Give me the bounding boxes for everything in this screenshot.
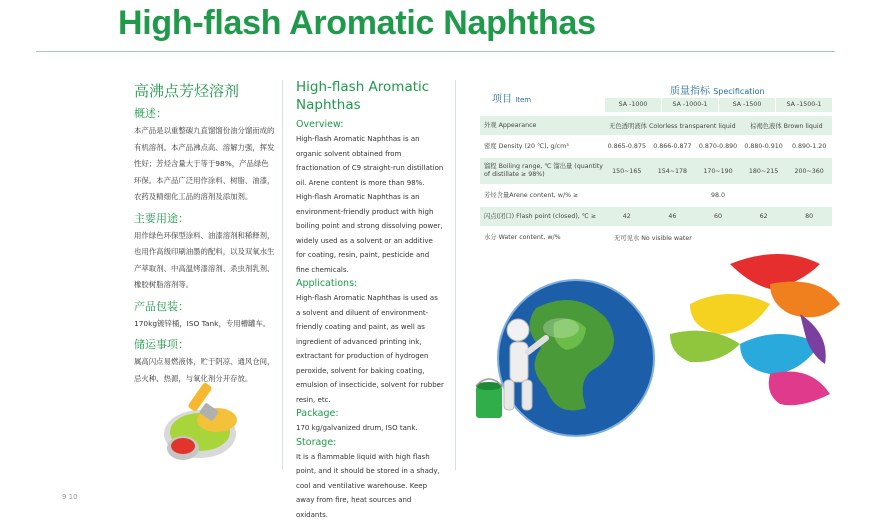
table-cell: 46	[650, 213, 696, 220]
en-section-title: High-flash Aromatic Naphthas	[296, 78, 444, 114]
title-divider	[36, 51, 835, 52]
appearance-brown: 棕褐色液体 Brown liquid	[741, 121, 832, 130]
en-package-heading: Package:	[296, 408, 444, 419]
cn-storage-heading: 储运事项：	[134, 336, 276, 352]
cn-uses-text: 用作绿色环保型涂料、油漆溶剂和稀释剂，也用作高级印刷油墨的配料，以及双氧水生产萃取剂、中高温烤漆溶剂、杀虫剂乳剂、橡胶树脂溶剂等。	[134, 228, 276, 294]
en-overview-heading: Overview:	[296, 119, 444, 130]
cn-package-heading: 产品包装：	[134, 298, 276, 314]
cn-uses-heading: 主要用途：	[134, 210, 276, 226]
item-header-cn: 项目	[492, 94, 512, 105]
table-row-appearance	[480, 116, 832, 135]
paint-can-illustration	[155, 376, 245, 466]
paint-splash-illustration	[670, 244, 845, 410]
table-cell: 60	[695, 213, 741, 220]
table-row-flash-point	[480, 207, 832, 226]
spec-header-title	[670, 82, 765, 97]
english-column	[296, 78, 444, 522]
column-divider	[282, 80, 283, 470]
chinese-column	[134, 80, 276, 387]
table-cell: 62	[741, 213, 787, 220]
table-cell: 0.880-0.910	[741, 143, 787, 150]
spec-header	[480, 82, 832, 114]
table-cell: 98.0	[604, 192, 832, 199]
page-title: High-flash Aromatic Naphthas	[118, 4, 596, 43]
grade-header: SA -1000	[604, 98, 661, 112]
grade-header: SA -1000-1	[661, 98, 718, 112]
table-cell: 150~165	[604, 168, 650, 175]
table-row-boiling	[480, 158, 832, 184]
row-label: 水分 Water content, w/%	[480, 234, 604, 242]
cn-storage-text: 属高闪点易燃液体，贮于阴凉、通风仓间，忌火种、热源，与氧化剂分开存放。	[134, 354, 276, 387]
row-label: 芳烃含量Arene content, w/% ≥	[480, 192, 604, 200]
spec-header-cn: 质量指标	[670, 86, 710, 97]
table-cell: 200~360	[786, 168, 832, 175]
row-label: 密度 Density (20 ℃), g/cm³	[480, 143, 604, 151]
en-storage-heading: Storage:	[296, 437, 444, 448]
row-label: 外观 Appearance	[480, 122, 604, 130]
globe-illustration	[466, 268, 646, 446]
cn-overview-text: 本产品是以重整碳九直馏馏份油分馏而成的有机溶剂。本产品沸点高、溶解力强，挥发性好；芳烃含量大于等于98%，产品绿色环保。本产品广泛用作涂料、树脂、油漆，农药及精细化工品的溶剂及添加剂。	[134, 123, 276, 206]
table-cell: 42	[604, 213, 650, 220]
specification-table	[480, 82, 832, 247]
cn-section-title: 高沸点芳烃溶剂	[134, 80, 276, 101]
table-row-arene	[480, 186, 832, 205]
table-row-density	[480, 137, 832, 156]
item-header	[492, 90, 531, 105]
en-applications-heading: Applications:	[296, 278, 444, 289]
cn-package-text: 170kg镀锌桶，ISO Tank，专用槽罐车。	[134, 316, 276, 333]
table-cell: 无可见水 No visible water	[604, 233, 832, 242]
en-storage-text: It is a flammable liquid with high flash point, and it should be stored in a shady, cool and ventilative warehouse. Keep away from fire, heat sources and oxidants.	[296, 450, 444, 522]
cn-overview-heading: 概述：	[134, 105, 276, 121]
en-package-text: 170 kg/galvanized drum, ISO tank.	[296, 421, 444, 436]
table-cell: 0.865-0.875	[604, 143, 650, 150]
item-header-en: Item	[515, 96, 531, 104]
page-number: 9 10	[62, 493, 78, 501]
row-label: 闪点(闭口) Flash point (closed), ℃ ≥	[480, 213, 604, 221]
table-cell: 180~215	[741, 168, 787, 175]
grade-header: SA -1500	[718, 98, 775, 112]
spec-header-en: Specification	[713, 87, 764, 96]
grade-headers	[604, 98, 832, 112]
en-applications-text: High-flash Aromatic Naphthas is used as a solvent and diluent of environment-friendly coating and paint, as well as ingredient of advanced printing ink, extractant for production of hydrogen peroxide, solvent for baking coating, emulsion of insecticide, solvent for rubber resin, etc.	[296, 291, 444, 407]
row-label: 馏程 Boiling range, ℃ 馏出量 (quantity of distillate ≥ 98%)	[480, 163, 604, 179]
column-divider	[455, 80, 456, 470]
grade-header: SA -1500-1	[775, 98, 832, 112]
table-cell: 154~178	[650, 168, 696, 175]
appearance-clear: 无色透明液体 Colorless transparent liquid	[604, 121, 741, 130]
table-cell: 0.866-0.877	[650, 143, 696, 150]
table-cell: 0.870-0.890	[695, 143, 741, 150]
table-cell: 80	[786, 213, 832, 220]
en-overview-text: High-flash Aromatic Naphthas is an organic solvent obtained from fractionation of C9 straight-run distillation oil. Arene content is more than 98%. High-flash Aromatic Naphthas is an environment-friendly product with high boiling point and strong dissolving power, widely used as a solvent or an additive for coating, resin, paint, pesticide and fine chemicals.	[296, 132, 444, 277]
table-cell: 170~190	[695, 168, 741, 175]
table-cell: 0.890-1.20	[786, 143, 832, 150]
